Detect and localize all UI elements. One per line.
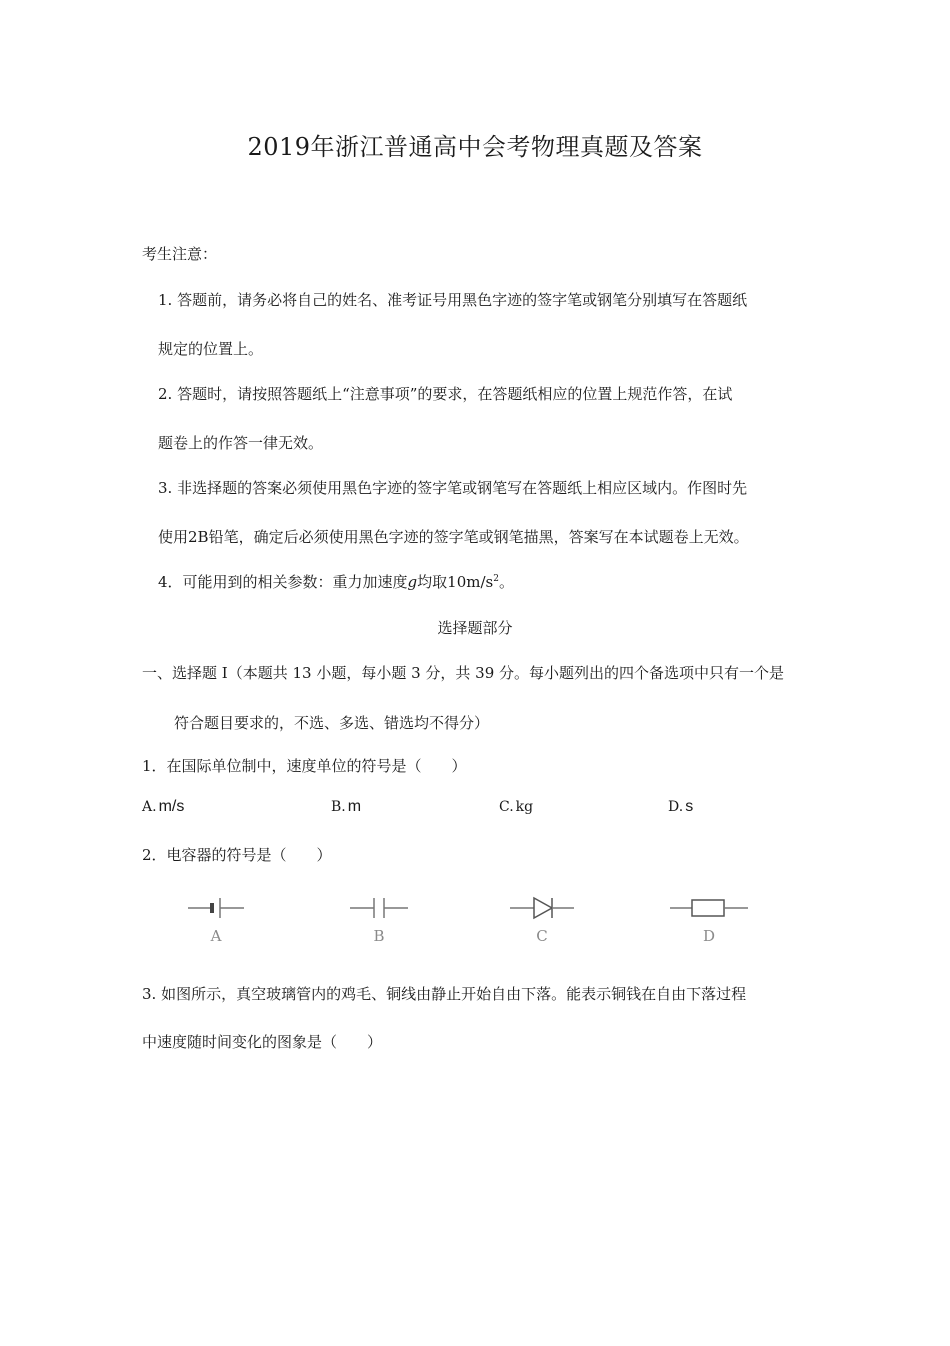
resistor-symbol-icon — [668, 896, 750, 920]
symbol-label-a: A — [210, 927, 222, 945]
question-1-stem: 1．在国际单位制中，速度单位的符号是（ ） — [142, 757, 467, 775]
notice-item-4-mid: 均取10m/s — [417, 573, 494, 591]
notice-item-2-line1: 2. 答题时，请按照答题纸上“注意事项”的要求，在答题纸相应的位置上规范作答，在试 — [158, 385, 733, 403]
option-letter: A. — [142, 799, 157, 815]
symbol-label-d: D — [702, 927, 716, 945]
notice-heading: 考生注意： — [142, 245, 218, 263]
battery-symbol-icon — [186, 896, 246, 920]
notice-item-4-end: 。 — [498, 573, 514, 591]
symbol-label-c: C — [536, 927, 548, 945]
question-3-stem-line1: 3. 如图所示，真空玻璃管内的鸡毛、铜线由静止开始自由下落。能表示铜钱在自由下落过程 — [142, 985, 747, 1003]
notice-item-3-line1: 3. 非选择题的答案必须使用黑色字迹的签字笔或钢笔写在答题纸上相应区域内。作图时先 — [158, 479, 748, 497]
option-letter: B. — [331, 799, 346, 815]
section-title: 选择题部分 — [437, 619, 513, 637]
part1-line1: 一、选择题 I（本题共 13 小题，每小题 3 分，共 39 分。每小题列出的四个备选项中只有一个是 — [142, 664, 785, 682]
part1-line2: 符合题目要求的，不选、多选、错选均不得分） — [174, 714, 490, 732]
unit-superscript: 2 — [493, 574, 499, 584]
option-value: kg — [515, 799, 534, 815]
notice-item-1-line1: 1. 答题前，请务必将自己的姓名、准考证号用黑色字迹的签字笔或钢笔分别填写在答题纸 — [158, 291, 748, 309]
notice-item-4 — [158, 571, 514, 592]
notice-item-4-pre: 4．可能用到的相关参数：重力加速度 — [158, 573, 408, 591]
gravity-variable: g — [407, 573, 418, 591]
notice-item-3-line2: 使用2B铅笔，确定后必须使用黑色字迹的签字笔或钢笔描黑，答案写在本试题卷上无效。 — [158, 528, 749, 546]
option-value: m/s — [158, 798, 185, 815]
option-value: s — [685, 798, 694, 815]
option-letter: D. — [668, 799, 684, 815]
question-2-stem: 2．电容器的符号是（ ） — [142, 846, 332, 864]
question-3-stem-line2: 中速度随时间变化的图象是（ ） — [142, 1033, 383, 1051]
q1-option-d — [668, 796, 693, 816]
q1-option-b — [331, 796, 361, 816]
capacitor-symbol-icon — [348, 896, 410, 920]
q1-option-a — [142, 796, 184, 816]
notice-item-1-line2: 规定的位置上。 — [158, 340, 264, 358]
option-letter: C. — [499, 799, 514, 815]
notice-item-2-line2: 题卷上的作答一律无效。 — [158, 434, 324, 452]
page-title: 2019年浙江普通高中会考物理真题及答案 — [247, 133, 703, 161]
q1-option-c — [499, 796, 533, 815]
symbol-label-b: B — [373, 927, 385, 945]
option-value: m — [347, 798, 362, 815]
diode-symbol-icon — [508, 894, 576, 922]
